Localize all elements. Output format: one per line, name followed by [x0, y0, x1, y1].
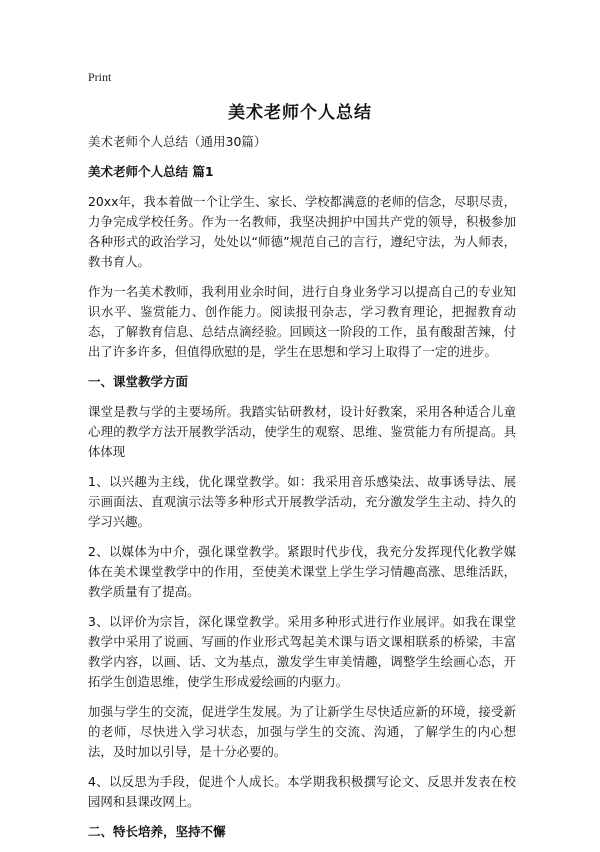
paragraph: 20xx年，我本着做一个让学生、家长、学校都满意的老师的信念，尽职尽责，力争完成学校任务。作为一名教师，我坚决拥护中国共产党的领导，积极参加各种形式的政治学习，处处以“师德”规范自己的言行，遵纪守法，为人师表，教书育人。 — [88, 194, 516, 269]
paragraph: 加强与学生的交流，促进学生发展。为了让新学生尽快适应新的环境，接受新的老师，尽快进入学习状态，加强与学生的交流、沟通，了解学生的内心想法，及时加以引导，是十分必要的。 — [88, 704, 516, 759]
paragraph: 作为一名美术教师，我利用业余时间，进行自身业务学习以提高自己的专业知识水平、鉴赏能力、创作能力。阅读报刊杂志，学习教育理论，把握教育动态，了解教育信息、总结点滴经验。回顾这一阶段的工作，虽有酸甜苦辣，付出了许多许多，但值得欣慰的是，学生在思想和学习上取得了一定的进步。 — [88, 284, 516, 359]
paragraph: 4、以反思为手段，促进个人成长。本学期我积极撰写论文、反思并发表在校园网和县课改网上。 — [88, 774, 516, 809]
paragraph: 3、以评价为宗旨，深化课堂教学。采用多种形式进行作业展评。如我在课堂教学中采用了说画、写画的作业形式驾起美术课与语文课相联系的桥梁，丰富教学内容，以画、话、文为基点，激发学生审美情趣，调整学生绘画心态，开拓学生创造思维，使学生形成爱绘画的内驱力。 — [88, 614, 516, 689]
paragraph: 课堂是教与学的主要场所。我踏实钻研教材，设计好教案，采用各种适合儿童心理的教学方法开展教学活动，使学生的观察、思维、鉴赏能力有所提高。具体体现 — [88, 404, 516, 459]
article-heading: 美术老师个人总结 篇1 — [88, 164, 214, 179]
section-heading-specialty: 二、特长培养，坚持不懈 — [88, 824, 226, 839]
document-body — [88, 132, 516, 852]
document-title: 美术老师个人总结 — [228, 103, 372, 123]
document-subtitle: 美术老师个人总结（通用30篇） — [88, 134, 267, 149]
paragraph: 1、以兴趣为主线，优化课堂教学。如：我采用音乐感染法、故事诱导法、展示画面法、直观演示法等多种形式开展教学活动，充分激发学生主动、持久的学习兴趣。 — [88, 474, 516, 529]
section-heading-classroom: 一、课堂教学方面 — [88, 374, 189, 389]
paragraph: 2、以媒体为中介，强化课堂教学。紧跟时代步伐，我充分发挥现代化教学媒体在美术课堂教学中的作用，至使美术课堂上学生学习情趣高涨、思维活跃，教学质量有了提高。 — [88, 544, 516, 599]
print-link[interactable]: Print — [88, 70, 112, 84]
